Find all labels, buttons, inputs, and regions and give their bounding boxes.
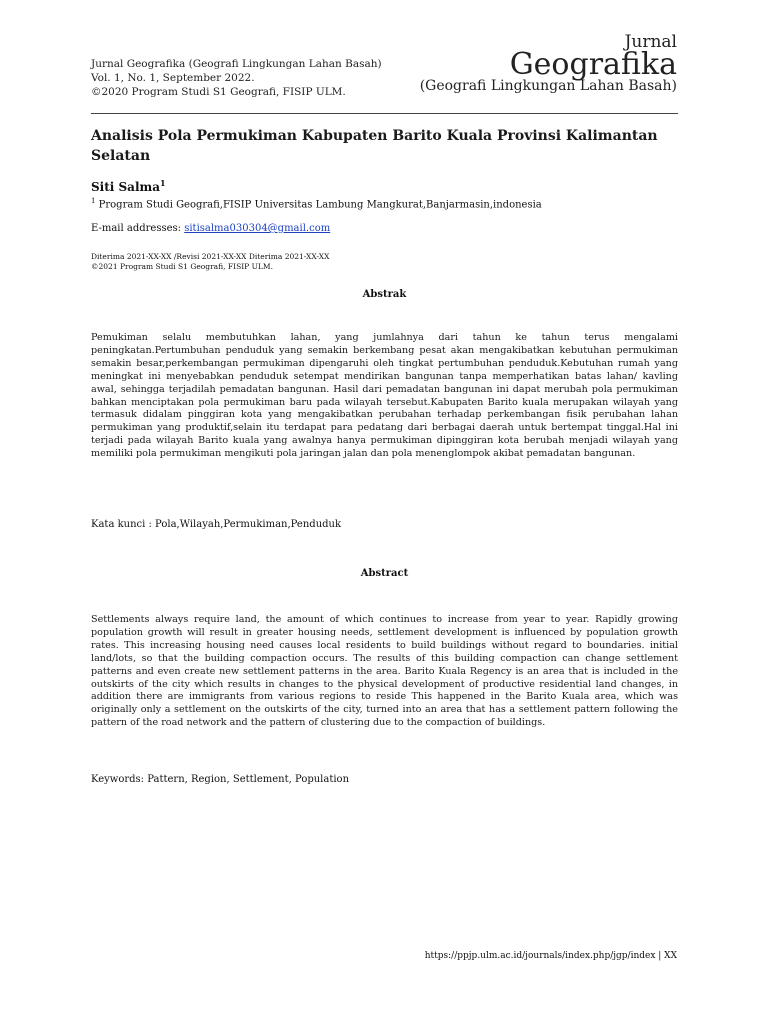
article-title: Analisis Pola Permukiman Kabupaten Barito Kuala Provinsi Kalimantan Selatan [91,128,658,164]
dates-copyright: ©2021 Program Studi S1 Geografi, FISIP ULM. [91,262,273,271]
email-link[interactable]: sitisalma030304@gmail.com [184,223,331,234]
submission-dates [91,252,329,272]
abstract-text: Settlements always require land, the amount of which continues to increase from year to year. Rapidly growing population growth will result in greater housing needs, settlement development is influenced by population growth rates. This increasing housing need causes local residents to build buildings without regard to boundaries. initial land/lots, so that the building compaction occurs. The results of this building compaction can change settlement patterns and even create new settlement patterns in the area. Barito Kuala Regency is an area that is included in the outskirts of the city which results in changes to the physical development of productive residential land changes, in addition there are immigrants from various regions to reside This happened in the Barito Kuala area, which was originally only a settlement on the outskirts of the city, turned into an area that has a settlement pattern following the pattern of the road network and the pattern of clustering due to the compaction of buildings. [91,614,678,729]
journal-info [91,57,421,99]
logo-subtitle: (Geografi Lingkungan Lahan Basah) [419,78,677,94]
dates-line: Diterima 2021-XX-XX /Revisi 2021-XX-XX Diterima 2021-XX-XX [91,252,330,261]
author-name-text: Siti Salma [91,180,160,194]
journal-logo [420,32,677,95]
abstrak-heading: Abstrak [362,289,407,300]
abstract-heading: Abstract [360,568,409,579]
author-name [91,178,166,194]
author-superscript: 1 [159,178,166,188]
affiliation [91,194,681,212]
email-label: E-mail addresses: [91,223,185,234]
logo-title: Geografika [509,47,677,82]
affiliation-superscript: 1 [91,197,96,205]
kata-kunci: Kata kunci : Pola,Wilayah,Permukiman,Penduduk [91,519,342,530]
journal-name: Jurnal Geografika (Geografi Lingkungan Lahan Basah) [91,58,382,70]
logo-small-text: Jurnal [624,32,677,52]
header-divider [91,113,678,114]
abstrak-text: Pemukiman selalu membutuhkan lahan, yang jumlahnya dari tahun ke tahun terus mengalami peningkatan.Pertumbuhan penduduk yang semakin berkembang pesat akan mengakibatkan kebutuhan permukiman semakin besar,perkembangan permukiman dipengaruhi oleh tingkat pertumbuhan penduduk.Kebutuhan rumah yang meningkat ini menyebabkan penduduk setempat mendirikan bangunan tanpa memperhatikan batas lahan/ kavling awal, sehingga terjadilah pemadatan bangunan. Hasil dari pemadatan bangunan ini dapat merubah pola permukiman bahkan menciptakan pola permukiman baru pada wilayah tersebut.Kabupaten Barito kuala merupakan wilayah yang termasuk didalam pinggiran kota yang mengakibatkan perubahan terhadap perkembangan fisik perubahan lahan permukiman yang produktif,selain itu terdapat para pedatang dari berbagai daerah untuk bertempat tinggal.Hal ini terjadi pada wilayah Barito kuala yang awalnya hanya permukiman dipinggiran kota berubah menjadi wilayah yang memiliki pola permukiman mengikuti pola jaringan jalan dan pola menenglompok akibat pemadatan bangunan. [91,332,678,460]
volume-info: Vol. 1, No. 1, September 2022. [91,72,255,84]
affiliation-text: Program Studi Geografi,FISIP Universitas Lambung Mangkurat,Banjarmasin,indonesia [95,199,542,211]
copyright-info: ©2020 Program Studi S1 Geografi, FISIP ULM. [91,86,346,98]
footer-url: https://ppjp.ulm.ac.id/journals/index.php/jgp/index | XX [424,951,677,961]
email-line [91,222,330,236]
keywords: Keywords: Pattern, Region, Settlement, Population [91,774,350,785]
